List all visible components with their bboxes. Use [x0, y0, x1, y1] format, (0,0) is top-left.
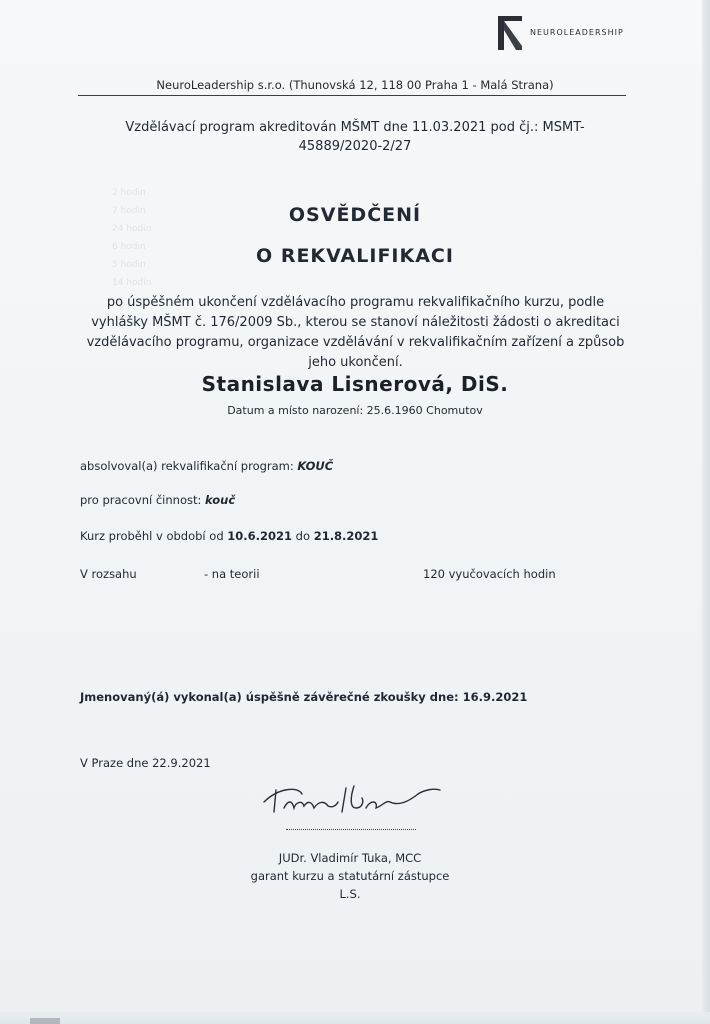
program-value: KOUČ — [297, 459, 334, 473]
period-from: 10.6.2021 — [227, 529, 293, 543]
activity-value: kouč — [205, 493, 236, 507]
period-row — [80, 529, 378, 543]
exam-statement: Jmenovaný(á) vykonal(a) úspěšně závěrečné zkoušky dne: 16.9.2021 — [80, 690, 528, 704]
signer-name: JUDr. Vladimír Tuka, MCC — [278, 851, 422, 865]
period-to: 21.8.2021 — [313, 529, 379, 543]
brand-name: NEUROLEADERSHIP — [530, 28, 624, 37]
activity-label: pro pracovní činnost: — [80, 493, 206, 507]
certificate-title: OSVĚDČENÍ — [288, 204, 422, 226]
signer-role: garant kurzu a statutární zástupce — [250, 869, 450, 883]
legal-intro-text: po úspěšném ukončení vzdělávacího programu rekvalifikačního kurzu, podle vyhlášky MŠMT č. 176/2009 Sb., kterou se stanoví náležitosti žádosti o akreditaci vzdělávacího programu, organizace vzdělávání v rekvalifikačním zařízení a způsob jeho ukončení. — [86, 295, 625, 370]
paper-edge-right — [702, 0, 710, 1024]
certificate-subtitle: O REKVALIFIKACI — [256, 245, 454, 267]
program-row — [80, 459, 333, 473]
place-and-date: V Praze dne 22.9.2021 — [80, 756, 211, 770]
neuroleadership-logo-icon — [498, 16, 522, 50]
period-label: Kurz proběhl v období od — [80, 529, 228, 543]
period-mid: do — [292, 529, 314, 543]
paper-edge-bottom — [0, 1012, 710, 1024]
seal-marker: L.S. — [339, 887, 361, 901]
scope-label: V rozsahu — [80, 567, 137, 581]
header-divider — [78, 95, 626, 96]
signature-line — [286, 829, 416, 830]
scope-hours: 120 vyučovacích hodin — [423, 567, 556, 581]
scope-theory: - na teorii — [204, 567, 260, 581]
program-label: absolvoval(a) rekvalifikační program: — [80, 459, 298, 473]
holder-birth-info: Datum a místo narození: 25.6.1960 Chomutov — [227, 404, 483, 417]
activity-row — [80, 493, 235, 507]
show-through-watermark: 2 hodin 7 hodin 24 hodin 6 hodin 5 hodin 14 hodin — [112, 188, 152, 288]
scan-mark — [30, 1018, 60, 1024]
accreditation-statement: Vzdělávací program akreditován MŠMT dne 11.03.2021 pod čj.: MSMT-45889/2020-2/27 — [125, 120, 585, 154]
holder-name: Stanislava Lisnerová, DiS. — [201, 372, 509, 396]
handwritten-signature-icon — [258, 778, 444, 820]
company-address: NeuroLeadership s.r.o. (Thunovská 12, 118 00 Praha 1 - Malá Strana) — [156, 78, 554, 92]
